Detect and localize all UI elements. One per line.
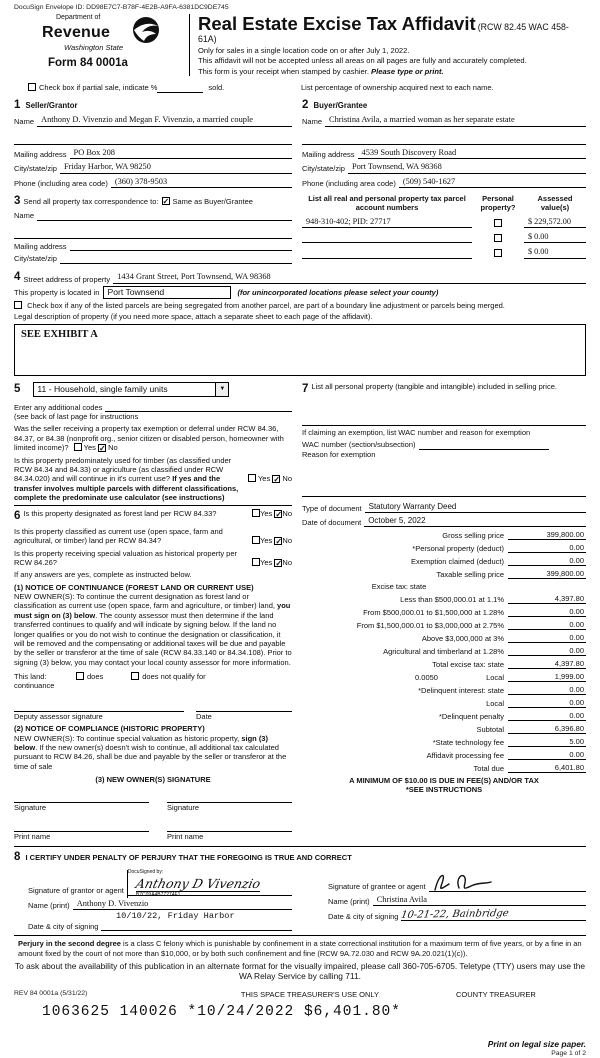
grantee-signature-label: Signature of grantee or agent bbox=[328, 882, 426, 892]
buyer-mailing-value: 4539 South Discovery Road bbox=[358, 148, 586, 160]
seller-city-value: Friday Harbor, WA 98250 bbox=[60, 162, 292, 174]
excise-row: Gross selling price 399,800.00 bbox=[442, 529, 584, 540]
new-owner-signature-title: (3) NEW OWNER(S) SIGNATURE bbox=[95, 775, 211, 785]
seller-name-label: Name bbox=[14, 117, 35, 127]
buyer-city-label: City/state/zip bbox=[302, 164, 345, 174]
excise-row: Total due 6,401.80 bbox=[473, 762, 584, 773]
parcel-row bbox=[302, 217, 586, 228]
legal-description-label: Legal description of property (if you need more space, attach a separate sheet to each page of the affidavit). bbox=[14, 312, 373, 322]
assessed-value-3: $ 0.00 bbox=[524, 247, 586, 258]
total-due: 6,401.80 bbox=[508, 763, 586, 773]
notice1-title: (1) NOTICE OF CONTINUANCE (FOREST LAND OR CURRENT USE) bbox=[14, 582, 254, 592]
grantee-name-label: Name (print) bbox=[328, 896, 370, 906]
grantee-date-line bbox=[401, 909, 586, 921]
historical-yes-checkbox[interactable] bbox=[252, 558, 260, 566]
deputy-date-label: Date bbox=[196, 711, 212, 721]
grantee-signature-line bbox=[429, 870, 586, 892]
revenue-wordmark: Revenue bbox=[42, 24, 111, 42]
this-land-label: This land: bbox=[14, 672, 47, 682]
seller-phone-label: Phone (including area code) bbox=[14, 178, 108, 188]
grantee-signature-squiggle bbox=[429, 870, 499, 894]
partial-sale-label: Check box if partial sale, indicate % bbox=[39, 83, 158, 93]
delinquent-interest-state: 0.00 bbox=[508, 685, 586, 695]
land-qualify-row bbox=[14, 672, 292, 681]
excise-row: From $500,000.01 to $1,500,000 at 1.28% 0.00 bbox=[363, 607, 584, 618]
form-header bbox=[14, 14, 586, 76]
tax-exemption-question: Was the seller receiving a property tax exemption or deferral under RCW 84.36, 84.37, or 84.38 (nonprofit org., senior citizen or disabled person, homeowner with limited income)? Yes ✓ No bbox=[14, 424, 292, 452]
seller-name-blank bbox=[14, 136, 292, 145]
corr-city-blank bbox=[60, 255, 292, 264]
tier1-tax: 4,397.80 bbox=[508, 594, 586, 604]
located-in-select[interactable]: Port Townsend bbox=[103, 286, 231, 299]
treasurer-stamp: 1063625 140026 *10/24/2022 $6,401.80* bbox=[42, 1004, 401, 1021]
grantee-date-hand: 10-21-22, Bainbridge bbox=[400, 908, 510, 922]
segregated-checkbox[interactable] bbox=[14, 301, 22, 309]
partial-sale-percent-blank bbox=[157, 83, 203, 92]
timber-no-checkbox[interactable] bbox=[272, 475, 280, 483]
timber-yes-checkbox[interactable] bbox=[248, 474, 256, 482]
same-as-buyer-label: Same as Buyer/Grantee bbox=[172, 196, 253, 206]
taxable-selling-price: 399,800.00 bbox=[508, 569, 586, 579]
section1-title: Seller/Grantor bbox=[25, 100, 78, 110]
personal-property-checkbox-2[interactable] bbox=[494, 234, 502, 242]
forest-yes-checkbox[interactable] bbox=[252, 509, 260, 517]
state-technology-fee: 5.00 bbox=[508, 737, 586, 747]
assessed-value-1: $ 229,572.00 bbox=[524, 217, 586, 228]
parcel-number-blank-2 bbox=[302, 234, 472, 243]
owner-signature-line-1 bbox=[14, 792, 149, 803]
seller-section bbox=[14, 98, 302, 188]
subtitle-line3: This form is your receipt when stamped by cashier. Please type or print. bbox=[198, 66, 444, 76]
does-checkbox[interactable] bbox=[76, 672, 84, 680]
perjury-notice: Perjury in the second degree is a class C felony which is punishable by confinement in a state correctional institution for a maximum term of five years, or by a fine in an amount fixed by the court of not more than $10,000, or by both such confinement and fine (RCW 9A.72.030 and RCW 9A.20.021(1)(c)). bbox=[18, 939, 582, 958]
legal-description-value: SEE EXHIBIT A bbox=[21, 328, 98, 340]
excise-row: Subtotal 6,396.80 bbox=[476, 723, 584, 734]
section2-title: Buyer/Grantee bbox=[313, 100, 368, 110]
title-block bbox=[189, 14, 586, 76]
wac-number-blank bbox=[419, 441, 549, 450]
buyer-mailing-label: Mailing address bbox=[302, 149, 355, 159]
seller-mailing-value: PO Box 208 bbox=[70, 148, 292, 160]
forest-land-section: 6 Is this property designated as forest land per RCW 84.33? Yes ✓ No Is this property classified as current use (open space, farm and agricultural, or timber) land per RCW 84.34? Yes ✓ No Is this property receiving special valuation as historical property per RCW 84.26? Yes ✓ No If any answers are yes, complete as instructed below. (1) NOTICE OF CONTINUANCE (FOREST LAND OR CURRENT USE) NEW OWNER(S): To continue the current designation as forest land or classification as current use (open space, farm and agriculture, or timber) land, you must sign on (3) below. The county assessor must then determine if the land transferred continues to qualify and will indicate by signing below. If the land no longer qualifies or you do not wish to continue the designation or classification, it will be removed and the compensating or additional taxes will be due and payable by the seller or transferor at the time of sale (RCW 84.33.140 or 84.34.108). Prior to signing (3) below, you may contact your local county assessor for more information. This land: does does not qualify for continuance Deputy assessor signature Date (2) NOTICE OF COMPLIANCE (HISTORIC PROPERTY) NEW OWNER(S): To continue special valuation as historic property, sign (3) below. If the new owner(s) doesn't wish to continue, all additional tax calculated pursuant to RCW 84.26, shall be due and payable by the seller or transferor at the time of sale (3) NEW OWNER(S) SIGNATURE Signature Signature Print name Print name bbox=[14, 509, 292, 841]
tax-correspondence-section bbox=[14, 194, 302, 264]
grantee-date-label: Date & city of signing bbox=[328, 911, 399, 921]
section4-number: 4 bbox=[14, 270, 21, 283]
assessed-value-2: $ 0.00 bbox=[524, 232, 586, 243]
grantor-signature-label: Signature of grantor or agent bbox=[28, 886, 124, 896]
does-label: does bbox=[87, 672, 104, 682]
grantee-name-value: Christina Avila bbox=[373, 895, 586, 907]
does-not-label: does not qualify for bbox=[142, 672, 206, 682]
excise-row: *State technology fee 5.00 bbox=[432, 736, 584, 747]
grantor-date-line bbox=[101, 922, 292, 931]
parcel-number-value: 948-310-402; PID: 27717 bbox=[302, 217, 472, 228]
notice-continuance: (1) NOTICE OF CONTINUANCE (FOREST LAND OR CURRENT USE) NEW OWNER(S): To continue the current designation as forest land or classification as current use (open space, farm and agriculture, or timber) land, you must sign on (3) below. The county assessor must then determine if the land transferred continues to qualify and will indicate by signing below. If the land no longer qualifies or you do not wish to continue the designation or classification, it will be removed and the compensating or additional taxes will be due and payable by the seller or transferor at the time of sale (RCW 84.33.140 or 84.34.108). Prior to signing (3) below, you may contact your local county assessor for more information. bbox=[14, 582, 292, 667]
land-use-code-select[interactable] bbox=[33, 382, 229, 397]
revenue-logo-icon bbox=[131, 16, 161, 46]
chevron-down-icon[interactable]: ▼ bbox=[215, 383, 228, 396]
docusign-envelope-id: DocuSign Envelope ID: DD98E7C7-B78F-4E2B-A9FA-6381DC9DE745 bbox=[14, 4, 229, 11]
current-use-question: Is this property classified as current use (open space, farm and agricultural, or timber) land per RCW 84.34? bbox=[14, 526, 223, 546]
excise-row: *Delinquent penalty 0.00 bbox=[438, 710, 584, 721]
parcel-number-blank-3 bbox=[302, 250, 472, 259]
excise-row: Less than $500,000.01 at 1.1% 4,397.80 bbox=[400, 594, 584, 605]
legal-paper-note: Print on legal size paper. bbox=[487, 1039, 586, 1050]
exemption-no-checkbox[interactable] bbox=[98, 444, 106, 452]
codes-note: (see back of last page for instructions bbox=[14, 412, 139, 422]
owner-signature-line-2 bbox=[167, 792, 292, 803]
buyer-city-value: Port Townsend, WA 98368 bbox=[348, 162, 586, 174]
street-address-value: 1434 Grant Street, Port Townsend, WA 98368 bbox=[113, 272, 586, 284]
affidavit-processing-fee: 0.00 bbox=[508, 750, 586, 760]
grantor-date-label: Date & city of signing bbox=[28, 921, 99, 931]
section2-number: 2 bbox=[302, 98, 309, 111]
buyer-name-value: Christina Avila, a married woman as her separate estate bbox=[325, 115, 586, 127]
excise-row: Total excise tax: state 4,397.80 bbox=[432, 658, 584, 669]
land-use-section bbox=[14, 382, 292, 397]
tier4-tax: 0.00 bbox=[508, 633, 586, 643]
doc-date-value: October 5, 2022 bbox=[364, 516, 586, 527]
accessibility-notice: To ask about the availability of this publication in an alternate format for the visually impaired, please call 360-705-6705. Teletype (TTY) users may use the WA Relay Service by calling 711. bbox=[14, 960, 586, 982]
ownership-note: List percentage of ownership acquired next to each name. bbox=[301, 83, 494, 93]
reason-exemption-label: Reason for exemption bbox=[302, 449, 376, 459]
section5-number: 5 bbox=[14, 383, 21, 396]
additional-codes-label: Enter any additional codes bbox=[14, 402, 103, 412]
excise-row-local: 0.0050 Local 1,999.00 bbox=[415, 671, 584, 682]
land-use-code-value: 11 - Household, single family units bbox=[37, 383, 168, 394]
buyer-phone-label: Phone (including area code) bbox=[302, 178, 396, 188]
corr-mailing-label: Mailing address bbox=[14, 241, 67, 251]
exemption-yes-checkbox[interactable] bbox=[74, 443, 82, 451]
rev-number: REV 84 0001a (5/31/22) bbox=[14, 989, 88, 997]
gross-selling-price: 399,800.00 bbox=[508, 530, 586, 540]
tier3-tax: 0.00 bbox=[508, 620, 586, 630]
notice2-title: (2) NOTICE OF COMPLIANCE (HISTORIC PROPERTY) bbox=[14, 724, 205, 734]
excise-row: Affidavit processing fee 0.00 bbox=[426, 749, 584, 760]
wac-number-label: WAC number (section/subsection) bbox=[302, 440, 416, 450]
personal-property-header: Personal property? bbox=[480, 194, 516, 213]
seller-city-label: City/state/zip bbox=[14, 164, 57, 174]
personal-property-label: List all personal property (tangible and intangible) included in selling price. bbox=[311, 381, 557, 391]
parcel-row bbox=[302, 232, 586, 243]
corr-city-label: City/state/zip bbox=[14, 254, 57, 264]
section3-number: 3 bbox=[14, 195, 21, 208]
excise-row: Taxable selling price 399,800.00 bbox=[436, 568, 584, 579]
docusign-id: B7C09A4B77274F1... bbox=[136, 891, 260, 898]
subtotal: 6,396.80 bbox=[508, 724, 586, 734]
section7-number: 7 bbox=[302, 382, 309, 395]
buyer-name-label: Name bbox=[302, 117, 323, 127]
washington-state-label: Washington State bbox=[64, 43, 124, 53]
doc-type-value: Statutory Warranty Deed bbox=[365, 502, 586, 513]
corr-name-label: Name bbox=[14, 211, 35, 221]
notice-compliance: (2) NOTICE OF COMPLIANCE (HISTORIC PROPERTY) NEW OWNER(S): To continue special valuation as historic property, sign (3) below. If the new owner(s) doesn't wish to continue, all additional tax calculated pursuant to RCW 84.26, shall be due and payable by the seller or transferor at the time of sale bbox=[14, 724, 292, 771]
grantor-date-typed: 10/10/22, Friday Harbor bbox=[116, 911, 235, 922]
excise-row: Local 0.00 bbox=[486, 697, 584, 708]
personal-property-deduct: 0.00 bbox=[508, 543, 586, 553]
rcw-reference: (RCW 82.45 WAC 458-61A) bbox=[198, 22, 569, 44]
if-any-yes-note: If any answers are yes, complete as instructed below. bbox=[14, 570, 192, 580]
agency-block bbox=[14, 14, 189, 76]
currentuse-yes-checkbox[interactable] bbox=[252, 536, 260, 544]
doc-type-label: Type of document bbox=[302, 503, 362, 513]
local-rate: 0.0050 bbox=[415, 672, 438, 682]
exemption-note: If claiming an exemption, list WAC number and reason for exemption bbox=[302, 428, 531, 438]
personal-property-checkbox-3[interactable] bbox=[494, 249, 502, 257]
deputy-signature-line bbox=[14, 701, 184, 712]
forest-land-question: Is this property designated as forest land per RCW 84.33? bbox=[23, 509, 217, 519]
doc-date-label: Date of document bbox=[302, 517, 362, 527]
print-name-label-2: Print name bbox=[167, 831, 204, 841]
deputy-signature-label: Deputy assessor signature bbox=[14, 711, 103, 721]
page-title: Real Estate Excise Tax Affidavit bbox=[198, 13, 476, 35]
deputy-date-line bbox=[196, 701, 292, 712]
excise-row: From $1,500,000.01 to $3,000,000 at 2.75% 0.00 bbox=[356, 620, 584, 630]
exemption-claimed: 0.00 bbox=[508, 556, 586, 566]
signature-label-2: Signature bbox=[167, 803, 200, 813]
legal-description-box bbox=[14, 324, 586, 376]
section8-number: 8 bbox=[14, 851, 21, 864]
buyer-phone-value: (509) 540-1627 bbox=[399, 177, 586, 189]
county-treasurer-label: COUNTY TREASURER bbox=[456, 989, 536, 999]
print-name-label-1: Print name bbox=[14, 831, 51, 841]
tier2-tax: 0.00 bbox=[508, 607, 586, 617]
correspondence-label: Send all property tax correspondence to: bbox=[23, 196, 159, 206]
personal-property-blank bbox=[302, 396, 586, 426]
seller-phone-value: (360) 378-9503 bbox=[111, 177, 292, 189]
local-tax: 1,999.00 bbox=[508, 672, 586, 682]
grantor-signature-script: Anthony D Vivenzio bbox=[134, 875, 263, 891]
grantor-signature-line bbox=[127, 868, 292, 899]
grantor-name-value: Anthony D. Vivenzio bbox=[73, 899, 292, 911]
buyer-name-blank bbox=[302, 136, 586, 145]
docusign-signature bbox=[127, 870, 264, 899]
historical-question: Is this property receiving special valuation as historical property per RCW 84.26? bbox=[14, 548, 238, 567]
does-not-checkbox[interactable] bbox=[131, 672, 139, 680]
signature-label-1: Signature bbox=[14, 803, 47, 813]
excise-row: Above $3,000,000 at 3% 0.00 bbox=[421, 632, 584, 643]
located-in-note: (for unincorporated locations please select your county) bbox=[237, 287, 439, 297]
agricultural-tax: 0.00 bbox=[508, 646, 586, 656]
parcel-row bbox=[302, 247, 586, 258]
segregated-label: Check box if any of the listed parcels are being segregated from another parcel, are part of a boundary line adjustment or parcels being merged. bbox=[27, 300, 505, 310]
partial-sale-row bbox=[14, 83, 586, 92]
certification-section bbox=[14, 850, 586, 931]
excise-row: *Delinquent interest: state 0.00 bbox=[418, 684, 584, 695]
see-instructions-note: *SEE INSTRUCTIONS bbox=[405, 785, 483, 795]
additional-codes-blank bbox=[105, 403, 292, 412]
partial-sale-checkbox[interactable] bbox=[28, 83, 36, 91]
section6-number: 6 bbox=[14, 510, 21, 523]
page-number: Page 1 of 2 bbox=[551, 1049, 586, 1057]
section1-number: 1 bbox=[14, 98, 21, 111]
personal-property-section bbox=[302, 382, 586, 396]
sold-label: sold. bbox=[208, 83, 225, 93]
subtitle-line1: Only for sales in a single location code on or after July 1, 2022. bbox=[198, 45, 410, 55]
footer-row bbox=[14, 990, 586, 999]
print-name-line-1 bbox=[14, 821, 149, 832]
parcel-table bbox=[302, 194, 586, 264]
excise-row: Exemption claimed (deduct) 0.00 bbox=[411, 555, 584, 566]
continuance-label: continuance bbox=[14, 681, 55, 691]
parcel-header: List all real and personal property tax parcel account numbers bbox=[308, 194, 466, 213]
property-address-section bbox=[14, 270, 586, 376]
dept-of-label: Department of bbox=[56, 14, 101, 22]
excise-row: *Personal property (deduct) 0.00 bbox=[412, 542, 584, 553]
buyer-section bbox=[302, 98, 586, 188]
form-number: Form 84 0001a bbox=[48, 56, 128, 69]
seller-name-value: Anthony D. Vivenzio and Megan F. Vivenzio, a married couple bbox=[37, 115, 292, 127]
docusigned-by-label: DocuSigned by: bbox=[127, 868, 164, 875]
reason-blank bbox=[302, 459, 586, 497]
certify-statement: I CERTIFY UNDER PENALTY OF PERJURY THAT THE FOREGOING IS TRUE AND CORRECT bbox=[25, 853, 352, 863]
excise-state-header: Excise tax: state bbox=[371, 582, 427, 592]
timber-question: Is this property predominately used for timber (as classified under RCW 84.34 and 84.33) or agriculture (as classified under RCW 84.34.020) and will continue in it's current use? If yes and the transfer involves multiple parcels with different classifications, complete the predominate use calculator (see instructions) Yes ✓ No bbox=[14, 456, 292, 503]
located-in-label: This property is located in bbox=[14, 287, 100, 297]
corr-name-blank bbox=[37, 212, 292, 221]
excise-row: Agricultural and timberland at 1.28% 0.00 bbox=[383, 645, 584, 656]
street-address-label: Street address of property bbox=[23, 274, 111, 284]
grantor-name-label: Name (print) bbox=[28, 900, 70, 910]
assessed-value-header: Assessed value(s) bbox=[537, 194, 573, 213]
treasurer-space-label: THIS SPACE TREASURER'S USE ONLY bbox=[240, 989, 380, 999]
delinquent-penalty: 0.00 bbox=[508, 711, 586, 721]
personal-property-checkbox-1[interactable] bbox=[494, 219, 502, 227]
seller-mailing-label: Mailing address bbox=[14, 149, 67, 159]
total-excise-state: 4,397.80 bbox=[508, 659, 586, 669]
corr-name-blank2 bbox=[14, 230, 292, 239]
print-name-line-2 bbox=[167, 821, 292, 832]
corr-mailing-blank bbox=[70, 242, 292, 251]
delinquent-interest-local: 0.00 bbox=[508, 698, 586, 708]
same-as-buyer-checkbox[interactable] bbox=[162, 197, 170, 205]
subtitle-line2: This affidavit will not be accepted unless all areas on all pages are fully and accurately completed. bbox=[198, 56, 527, 66]
minimum-due-note: A MINIMUM OF $10.00 IS DUE IN FEE(S) AND/OR TAX bbox=[349, 776, 539, 786]
